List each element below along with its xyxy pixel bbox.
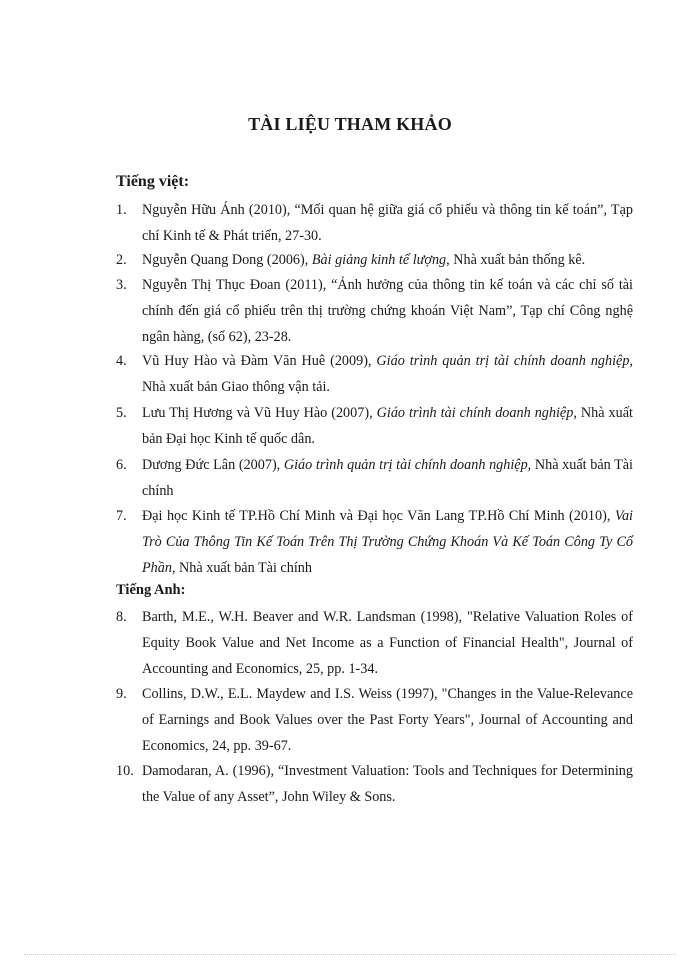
reference-number: 2. [116, 252, 127, 268]
reference-number: 9. [116, 686, 127, 702]
section-heading-english: Tiếng Anh: [116, 582, 186, 598]
reference-number: 8. [116, 609, 127, 625]
reference-text: Damodaran, A. (1996), “Investment Valuation: Tools and Techniques for Determining the Value of any Asset”, John Wiley & Sons. [142, 763, 633, 805]
reference-number: 5. [116, 405, 127, 421]
reference-text: Nguyễn Hữu Ánh (2010), “Mối quan hệ giữa giá cổ phiếu và thông tin kế toán”, Tạp chí Kinh tế & Phát triển, 27-30. [142, 202, 633, 244]
reference-number: 10. [116, 763, 134, 779]
reference-number: 1. [116, 202, 127, 218]
reference-text: Nguyễn Thị Thục Đoan (2011), “Ảnh hưởng của thông tin kế toán và các chỉ số tài chính đến giá cổ phiếu trên thị trường chứng khoán Việt Nam”, Tạp chí Công nghệ ngân hàng, (số 62), 23-28. [142, 277, 633, 345]
page-title: TÀI LIỆU THAM KHẢO [248, 114, 452, 134]
reference-text: Barth, M.E., W.H. Beaver and W.R. Landsman (1998), "Relative Valuation Roles of Equity Book Value and Net Income as a Function of Financial Health", Journal of Accounting and Economics, 25, pp. 1-34. [142, 609, 633, 677]
reference-text: Đại học Kinh tế TP.Hồ Chí Minh và Đại học Văn Lang TP.Hồ Chí Minh (2010), Vai Trò Của Thông Tin Kế Toán Trên Thị Trường Chứng Khoán Và Kế Toán Công Ty Cổ Phần, Nhà xuất bản Tài chính [142, 508, 633, 576]
reference-number: 4. [116, 353, 127, 369]
reference-text: Nguyễn Quang Dong (2006), Bài giảng kinh tế lượng, Nhà xuất bản thống kê. [142, 252, 586, 268]
reference-text: Collins, D.W., E.L. Maydew and I.S. Weiss (1997), "Changes in the Value-Relevance of Earnings and Book Values over the Past Forty Years", Journal of Accounting and Economics, 24, pp. 39-67. [142, 686, 633, 754]
section-heading-vietnamese: Tiếng việt: [116, 173, 190, 190]
reference-number: 7. [116, 508, 127, 524]
reference-text: Dương Đức Lân (2007), Giáo trình quản trị tài chính doanh nghiệp, Nhà xuất bản Tài chính [142, 457, 633, 499]
reference-text: Vũ Huy Hào và Đàm Văn Huê (2009), Giáo trình quản trị tài chính doanh nghiệp, Nhà xuất bản Giao thông vận tải. [142, 353, 633, 395]
page-bottom-divider [24, 954, 676, 955]
reference-number: 6. [116, 457, 127, 473]
reference-text: Lưu Thị Hương và Vũ Huy Hào (2007), Giáo trình tài chính doanh nghiệp, Nhà xuất bản Đại học Kinh tế quốc dân. [142, 405, 633, 447]
reference-number: 3. [116, 277, 127, 293]
